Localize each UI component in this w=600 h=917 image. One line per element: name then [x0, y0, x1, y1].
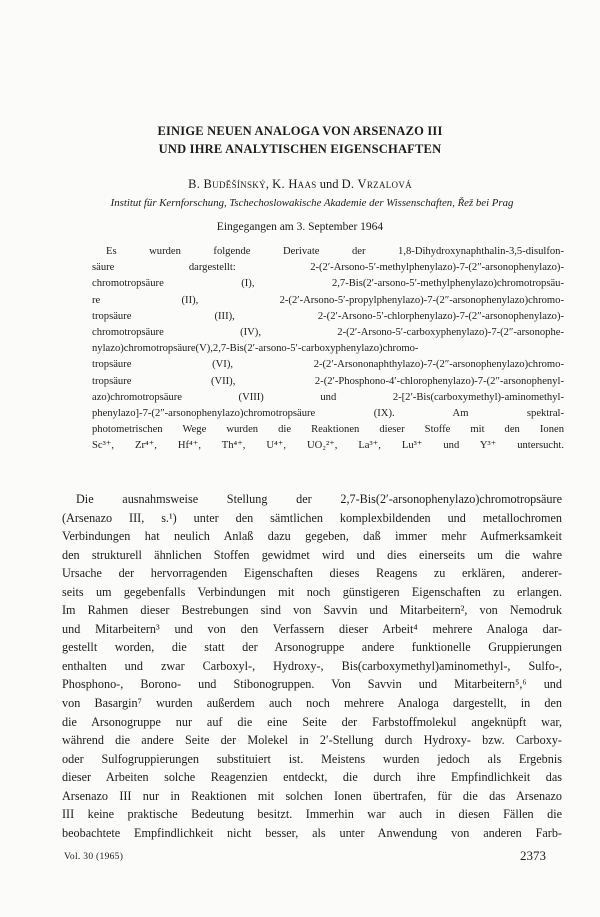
abstract-line: tropsäure (VI), 2-(2′-Arsononaphthylazo)-7-(2″-arsonophenylazo)chromo-	[92, 359, 564, 371]
institute-affiliation: Institut für Kernforschung, Tschechoslowakische Akademie der Wissenschaften, Řež bei Prag	[110, 197, 514, 209]
received-date: Eingegangen am 3. September 1964	[216, 221, 384, 233]
body-line: Arsenazo III nur in Reaktionen mit solchen Ionen übertrafen, für die das Arsenazo	[62, 788, 562, 803]
abstract-line: tropsäure (III), 2-(2′-Arsono-5′-chlorphenylazo)-7-(2″-arsonophenylazo)-	[92, 310, 564, 322]
body-line: Ursache der hervorragenden Eigenschaften dieses Reagens zu erklären, anderer-	[62, 566, 562, 581]
author-conjunction: und	[316, 177, 342, 191]
author-list	[0, 177, 600, 192]
body-line: Im Rahmen dieser Bestrebungen sind von Savvin und Mitarbeitern², von Nemodruk	[62, 603, 562, 618]
body-line: von Basargin⁷ wurden außerdem auch noch mehrere Analoga dargestellt, in den	[62, 696, 562, 711]
abstract-line: säure dargestellt: 2-(2′-Arsono-5′-methylphenylazo)-7-(2″-arsonophenylazo)-	[92, 262, 564, 274]
abstract-line: nylazo)chromotropsäure(V),2,7-Bis(2′-arsono-5′-carboxyphenylazo)chromo-	[92, 343, 419, 355]
body-line: und Mitarbeitern³ und von den Verfassern dieser Arbeit⁴ mehrere Analoga dar-	[62, 621, 562, 636]
body-text	[62, 490, 562, 842]
body-line: Phosphono-, Borono- und Stibonogruppen. Von Savvin und Mitarbeitern⁵,⁶ und	[62, 677, 562, 692]
author-separator: ,	[265, 177, 273, 191]
body-line: während die andere Seite der Molekel in 2′-Stellung durch Hydroxy- bzw. Carboxy-	[62, 733, 562, 748]
author-vrzalova: D. Vrzalová	[341, 177, 412, 191]
body-line: den strukturell ähnlichen Stoffen gewidmet wird und dies einerseits um die wahre	[62, 547, 562, 562]
article-title-line-2: UND IHRE ANALYTISCHEN EIGENSCHAFTEN	[158, 142, 442, 156]
body-line: enthalten und zwar Carboxyl-, Hydroxy-, Bis(carboxymethyl)aminomethyl-, Sulfo-,	[62, 658, 562, 673]
body-line: gestellt worden, die statt der Arsonogruppe andere funktionelle Gruppierungen	[62, 640, 562, 655]
body-line: seits um gegebenfalls Verbindungen mit noch günstigeren Eigenschaften zu erlangen.	[62, 584, 562, 599]
abstract-line: chromotropsäure (I), 2,7-Bis(2′-arsono-5′-methylphenylazo)chromotropsäu-	[92, 278, 564, 290]
author-haas: K. Haas	[272, 177, 317, 191]
body-line: III keine praktische Bedeutung besitzt. Immerhin war auch in diesen Fällen die	[62, 807, 562, 822]
body-line: oder Sulfogruppierungen substituiert ist. Meistens wurden jedoch als Ergebnis	[62, 751, 562, 766]
author-budesinsky: B. Buděšínský	[188, 177, 266, 191]
body-line: die Arsonogruppe nur auf die eine Seite der Farbstoffmolekul angeknüpft war,	[62, 714, 562, 729]
abstract-line: chromotropsäure (IV), 2-(2′-Arsono-5′-carboxyphenylazo)-7-(2″-arsonophe-	[92, 326, 564, 338]
abstract-line: Sc³⁺, Zr⁴⁺, Hf⁴⁺, Th⁴⁺, U⁴⁺, UO₂²⁺, La³⁺, Lu³⁺ und Y³⁺ untersucht.	[92, 440, 564, 452]
abstract-line: phenylazo]-7-(2″-arsonophenylazo)chromotropsäure (IX). Am spektral-	[92, 407, 564, 419]
body-line: beobachtete Empfindlichkeit nicht besser, als unter Anwendung von anderen Farb-	[62, 825, 562, 840]
abstract-line: photometrischen Wege wurden die Reaktionen dieser Stoffe mit den Ionen	[92, 424, 564, 436]
body-line: (Arsenazo III, s.¹) unter den sämtlichen komplexbildenden und metallochromen	[62, 510, 562, 525]
abstract	[92, 244, 564, 454]
body-line: Die ausnahmsweise Stellung der 2,7-Bis(2′-arsonophenylazo)chromotropsäure	[76, 492, 562, 506]
page-number: 2373	[520, 848, 546, 863]
abstract-line: re (II), 2-(2′-Arsono-5′-propylphenylazo)-7-(2″-arsonophenylazo)chromo-	[92, 294, 564, 306]
article-title-line-1: EINIGE NEUEN ANALOGA VON ARSENAZO III	[157, 124, 443, 138]
body-line: Verbindungen hat neulich Anlaß dazu gegeben, daß immer mehr Aufmerksamkeit	[62, 529, 562, 544]
volume-info: Vol. 30 (1965)	[64, 852, 124, 862]
abstract-line: tropsäure (VII), 2-(2′-Phosphono-4′-chlorophenylazo)-7-(2″-arsonophenyl-	[92, 375, 564, 387]
abstract-line: azo)chromotropsäure (VIII) und 2-[2′-Bis(carboxymethyl)-aminomethyl-	[92, 391, 564, 403]
abstract-line: Es wurden folgende Derivate der 1,8-Dihydroxynaphthalin-3,5-disulfon-	[106, 246, 564, 257]
body-line: dieser Arbeiten solche Reagenzien entdeckt, die durch ihre Empfindlichkeit das	[62, 770, 562, 785]
